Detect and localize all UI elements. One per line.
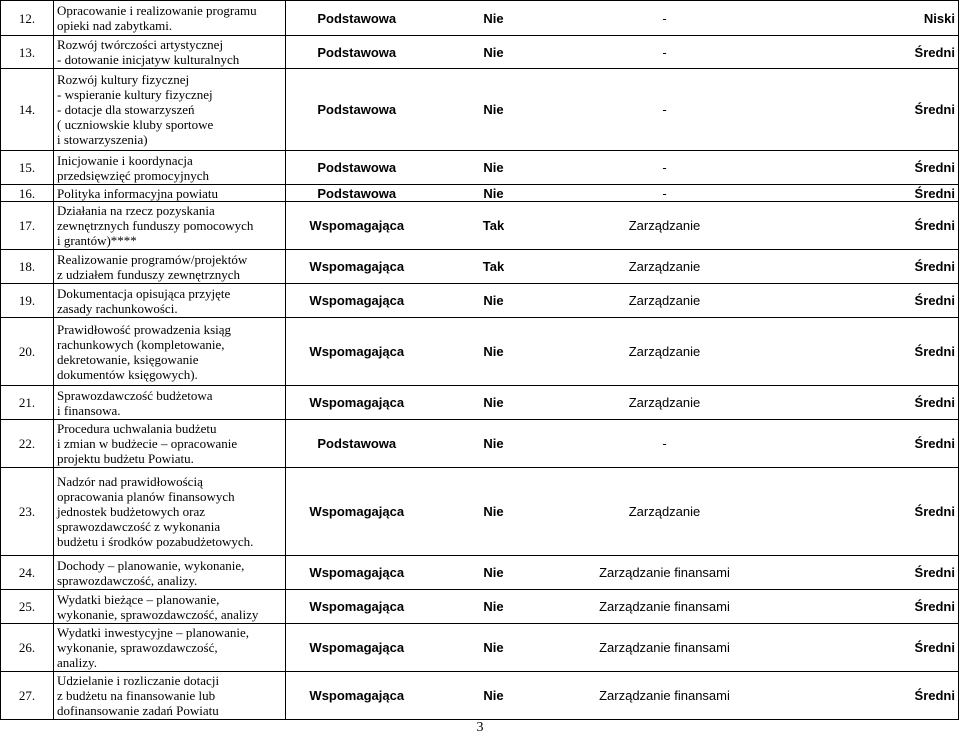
task-flag: Nie — [428, 420, 560, 468]
risk-level: Średni — [770, 672, 959, 720]
task-category: Wspomagająca — [286, 284, 428, 318]
task-area: Zarządzanie — [560, 318, 770, 386]
table-body — [1, 1, 959, 720]
table-row — [1, 556, 959, 590]
task-area: Zarządzanie — [560, 202, 770, 250]
page-number: 3 — [476, 720, 484, 735]
row-number: 21. — [1, 386, 54, 420]
task-category: Wspomagająca — [286, 250, 428, 284]
task-name: Wydatki inwestycyjne – planowanie, wykonanie, sprawozdawczość, analizy. — [54, 624, 286, 672]
row-number: 27. — [1, 672, 54, 720]
risk-level: Średni — [770, 624, 959, 672]
task-area: Zarządzanie finansami — [560, 624, 770, 672]
row-number: 26. — [1, 624, 54, 672]
task-area: Zarządzanie — [560, 250, 770, 284]
task-category: Wspomagająca — [286, 590, 428, 624]
task-flag: Tak — [428, 202, 560, 250]
task-area: Zarządzanie finansami — [560, 590, 770, 624]
row-number: 19. — [1, 284, 54, 318]
row-number: 16. — [1, 185, 54, 202]
task-flag: Nie — [428, 590, 560, 624]
task-name: Dokumentacja opisująca przyjęte zasady rachunkowości. — [54, 284, 286, 318]
task-category: Podstawowa — [286, 420, 428, 468]
row-number: 23. — [1, 468, 54, 556]
table-row — [1, 250, 959, 284]
task-name: Dochody – planowanie, wykonanie, sprawozdawczość, analizy. — [54, 556, 286, 590]
task-flag: Nie — [428, 386, 560, 420]
table-row — [1, 185, 959, 202]
task-flag: Nie — [428, 36, 560, 69]
row-number: 20. — [1, 318, 54, 386]
task-name: Wydatki bieżące – planowanie, wykonanie, sprawozdawczość, analizy — [54, 590, 286, 624]
task-category: Podstawowa — [286, 36, 428, 69]
task-category: Wspomagająca — [286, 672, 428, 720]
risk-level: Średni — [770, 556, 959, 590]
task-flag: Nie — [428, 185, 560, 202]
task-flag: Nie — [428, 468, 560, 556]
task-category: Wspomagająca — [286, 386, 428, 420]
task-name: Sprawozdawczość budżetowa i finansowa. — [54, 386, 286, 420]
table-row — [1, 420, 959, 468]
risk-level: Średni — [770, 284, 959, 318]
task-category: Wspomagająca — [286, 318, 428, 386]
risk-level: Średni — [770, 185, 959, 202]
task-area: Zarządzanie — [560, 284, 770, 318]
task-category: Podstawowa — [286, 1, 428, 36]
row-number: 25. — [1, 590, 54, 624]
row-number: 12. — [1, 1, 54, 36]
task-category: Wspomagająca — [286, 624, 428, 672]
table-row — [1, 672, 959, 720]
risk-level: Niski — [770, 1, 959, 36]
row-number: 17. — [1, 202, 54, 250]
risk-level: Średni — [770, 420, 959, 468]
task-name: Nadzór nad prawidłowością opracowania planów finansowych jednostek budżetowych oraz sprawozdawczość z wykonania budżetu i środków pozabudżetowych. — [54, 468, 286, 556]
task-name: Realizowanie programów/projektów z udziałem funduszy zewnętrznych — [54, 250, 286, 284]
task-area: - — [560, 151, 770, 185]
table-row — [1, 202, 959, 250]
risk-level: Średni — [770, 468, 959, 556]
task-name: Inicjowanie i koordynacja przedsięwzięć promocyjnych — [54, 151, 286, 185]
task-area: Zarządzanie finansami — [560, 672, 770, 720]
table-row — [1, 318, 959, 386]
risk-level: Średni — [770, 202, 959, 250]
task-name: Procedura uchwalania budżetu i zmian w budżecie – opracowanie projektu budżetu Powiatu. — [54, 420, 286, 468]
task-category: Podstawowa — [286, 185, 428, 202]
task-area: Zarządzanie — [560, 386, 770, 420]
task-name: Działania na rzecz pozyskania zewnętrznych funduszy pomocowych i grantów)**** — [54, 202, 286, 250]
row-number: 22. — [1, 420, 54, 468]
task-flag: Nie — [428, 624, 560, 672]
table-row — [1, 284, 959, 318]
table-row — [1, 624, 959, 672]
task-flag: Nie — [428, 318, 560, 386]
task-flag: Nie — [428, 672, 560, 720]
table-row — [1, 468, 959, 556]
task-flag: Nie — [428, 1, 560, 36]
task-name: Polityka informacyjna powiatu — [54, 185, 286, 202]
table-row — [1, 36, 959, 69]
row-number: 15. — [1, 151, 54, 185]
row-number: 14. — [1, 69, 54, 151]
task-flag: Tak — [428, 250, 560, 284]
risk-level: Średni — [770, 151, 959, 185]
table-row — [1, 386, 959, 420]
task-area: - — [560, 1, 770, 36]
task-category: Podstawowa — [286, 69, 428, 151]
table-row — [1, 1, 959, 36]
task-area: Zarządzanie — [560, 468, 770, 556]
task-flag: Nie — [428, 151, 560, 185]
task-flag: Nie — [428, 556, 560, 590]
task-area: - — [560, 36, 770, 69]
risk-level: Średni — [770, 318, 959, 386]
row-number: 18. — [1, 250, 54, 284]
risk-level: Średni — [770, 590, 959, 624]
task-name: Udzielanie i rozliczanie dotacji z budżetu na finansowanie lub dofinansowanie zadań Powiatu — [54, 672, 286, 720]
task-name: Prawidłowość prowadzenia ksiąg rachunkowych (kompletowanie, dekretowanie, księgowanie dokumentów księgowych). — [54, 318, 286, 386]
table-row — [1, 590, 959, 624]
task-category: Wspomagająca — [286, 556, 428, 590]
task-category: Wspomagająca — [286, 468, 428, 556]
task-area: - — [560, 69, 770, 151]
task-flag: Nie — [428, 69, 560, 151]
task-category: Wspomagająca — [286, 202, 428, 250]
task-category: Podstawowa — [286, 151, 428, 185]
table-row — [1, 151, 959, 185]
risk-level: Średni — [770, 386, 959, 420]
table-row — [1, 69, 959, 151]
task-name: Opracowanie i realizowanie programu opieki nad zabytkami. — [54, 1, 286, 36]
risk-level: Średni — [770, 69, 959, 151]
row-number: 13. — [1, 36, 54, 69]
task-name: Rozwój kultury fizycznej - wspieranie kultury fizycznej - dotacje dla stowarzyszeń ( uczniowskie kluby sportowe i stowarzyszenia) — [54, 69, 286, 151]
task-flag: Nie — [428, 284, 560, 318]
task-name: Rozwój twórczości artystycznej - dotowanie inicjatyw kulturalnych — [54, 36, 286, 69]
task-area: - — [560, 420, 770, 468]
task-area: Zarządzanie finansami — [560, 556, 770, 590]
risk-level: Średni — [770, 250, 959, 284]
row-number: 24. — [1, 556, 54, 590]
risk-level: Średni — [770, 36, 959, 69]
task-area: - — [560, 185, 770, 202]
